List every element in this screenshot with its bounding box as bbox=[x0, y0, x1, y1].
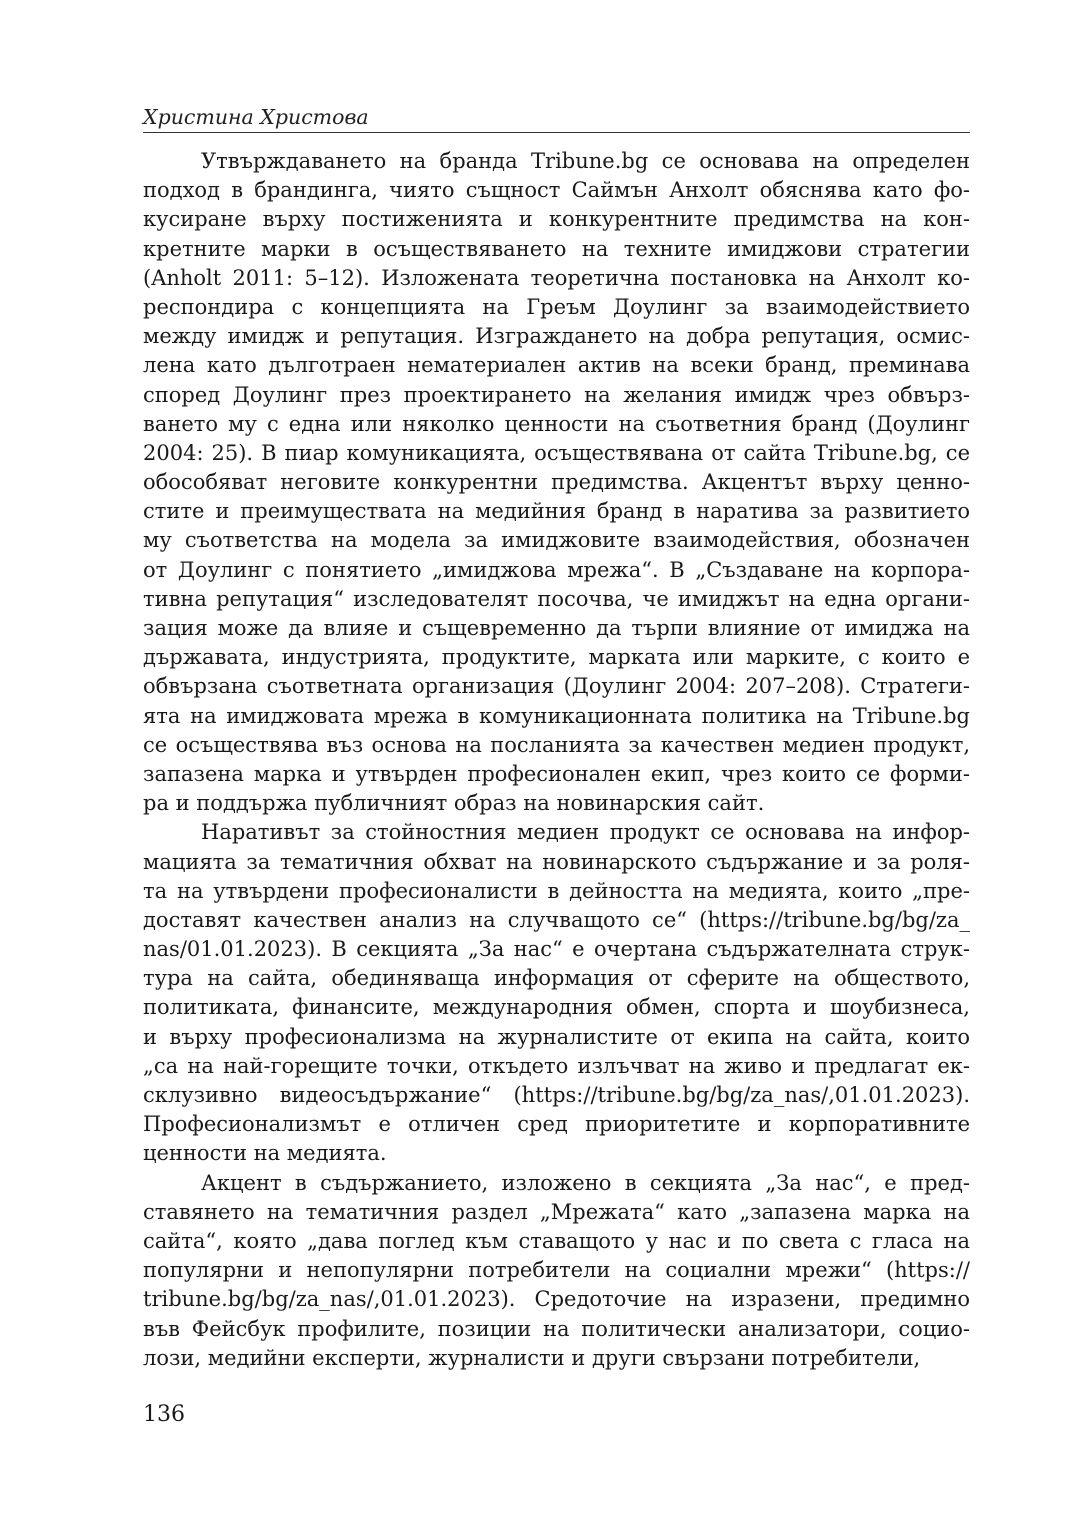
text-line: лози, медийни експерти, журналисти и други свързани потребители, bbox=[143, 1345, 921, 1370]
paragraph bbox=[143, 147, 970, 818]
text-line: лена като дълготраен нематериален актив на всеки бранд, преминава bbox=[143, 353, 970, 378]
text-line: от Доулинг с понятието „имиджова мрежа“. В „Създаване на корпора- bbox=[143, 557, 970, 582]
text-line: зация може да влияе и същевременно да търпи влияние от имиджа на bbox=[143, 616, 970, 640]
text-line: 2004: 25). В пиар комуникацията, осъществявана от сайта Tribune.bg, се bbox=[143, 440, 970, 465]
text-line: му съответства на модела за имиджовите взаимодействия, обозначен bbox=[143, 528, 970, 553]
page-number: 136 bbox=[143, 1402, 185, 1427]
text-line: стите и преимуществата на медийния бранд в наратива за развитието bbox=[143, 499, 970, 524]
text-line: Наративът за стойностния медиен продукт се основава на инфор- bbox=[201, 820, 970, 845]
text-line: подход в брандинга, чиято същност Саймън Анхолт обяснява като фо- bbox=[143, 178, 970, 203]
text-line: (Anholt 2011: 5–12). Изложената теоретична постановка на Анхолт ко- bbox=[143, 265, 970, 290]
text-line: ставянето на тематичния раздел „Мрежата“ като „запазена марка на bbox=[143, 1199, 970, 1224]
text-line: между имидж и репутация. Изграждането на добра репутация, осмис- bbox=[143, 324, 970, 349]
paragraph bbox=[143, 818, 970, 1168]
text-line: във Фейсбук профилите, позиции на политически анализатори, социо- bbox=[143, 1316, 970, 1341]
text-line: популярни и непопулярни потребители на социални мрежи“ (https:// bbox=[143, 1258, 970, 1283]
text-line: Професионализмът е отличен сред приоритетите и корпоративните bbox=[143, 1112, 970, 1137]
text-line: Утвърждаването на бранда Tribune.bg се основава на определен bbox=[201, 149, 970, 173]
text-line: та на утвърдени професионалисти в дейността на медията, които „пре- bbox=[143, 878, 970, 903]
text-line: държавата, индустрията, продуктите, марката или марките, с които е bbox=[143, 645, 970, 670]
paragraph bbox=[143, 1169, 970, 1373]
text-line: политиката, финансите, международния обмен, спорта и шоубизнеса, bbox=[143, 995, 970, 1020]
header-rule bbox=[143, 132, 970, 133]
text-line: ра и поддържа публичният образ на новинарския сайт. bbox=[143, 791, 765, 816]
text-line: кретните марки в осъществяването на техните имиджови стратегии bbox=[143, 236, 970, 261]
text-line: се осъществява въз основа на посланията за качествен медиен продукт, bbox=[143, 732, 970, 757]
text-line: доставят качествен анализ на случващото се“ (https://tribune.bg/bg/za_ bbox=[143, 907, 970, 932]
text-line: мацията за тематичния обхват на новинарското съдържание и за роля- bbox=[143, 849, 970, 874]
text-line: ценности на медията. bbox=[143, 1141, 387, 1166]
text-line: „са на най-горещите точки, откъдето излъчват на живо и предлагат ек- bbox=[143, 1053, 970, 1078]
body-text bbox=[143, 147, 970, 1373]
text-line: респондира с концепцията на Греъм Доулинг за взаимодействието bbox=[143, 294, 970, 319]
text-line: и върху професионализма на журналистите от екипа на сайта, които bbox=[143, 1024, 970, 1049]
text-line: tribune.bg/bg/za_nas/,01.01.2023). Средоточие на изразени, предимно bbox=[143, 1287, 970, 1312]
text-line: склузивно видеосъдържание“ (https://tribune.bg/bg/za_nas/,01.01.2023). bbox=[143, 1083, 970, 1107]
text-line: запазена марка и утвърден професионален екип, чрез които се форми- bbox=[143, 761, 970, 786]
text-line: кусиране върху постиженията и конкурентните предимства на кон- bbox=[143, 207, 970, 232]
text-line: Акцент в съдържанието, изложено в секцията „За нас“, е пред- bbox=[201, 1170, 970, 1195]
text-line: обвързана съответната организация (Доулинг 2004: 207–208). Стратеги- bbox=[143, 674, 970, 699]
text-line: според Доулинг през проектирането на желания имидж чрез обвърз- bbox=[143, 382, 970, 407]
text-line: ята на имиджовата мрежа в комуникационната политика на Tribune.bg bbox=[143, 703, 970, 728]
running-head-author: Христина Христова bbox=[143, 105, 369, 129]
text-line: ването му с една или няколко ценности на съответния бранд (Доулинг bbox=[143, 411, 970, 436]
text-line: тура на сайта, обединяваща информация от сферите на обществото, bbox=[143, 966, 970, 991]
text-line: тивна репутация“ изследователят посочва, че имиджът на една органи- bbox=[143, 586, 970, 611]
text-line: nas/01.01.2023). В секцията „За нас“ е очертана съдържателната струк- bbox=[143, 937, 970, 962]
text-line: обособяват неговите конкурентни предимства. Акцентът върху ценно- bbox=[143, 470, 970, 495]
text-line: сайта“, която „дава поглед към ставащото у нас и по света с гласа на bbox=[143, 1228, 970, 1253]
